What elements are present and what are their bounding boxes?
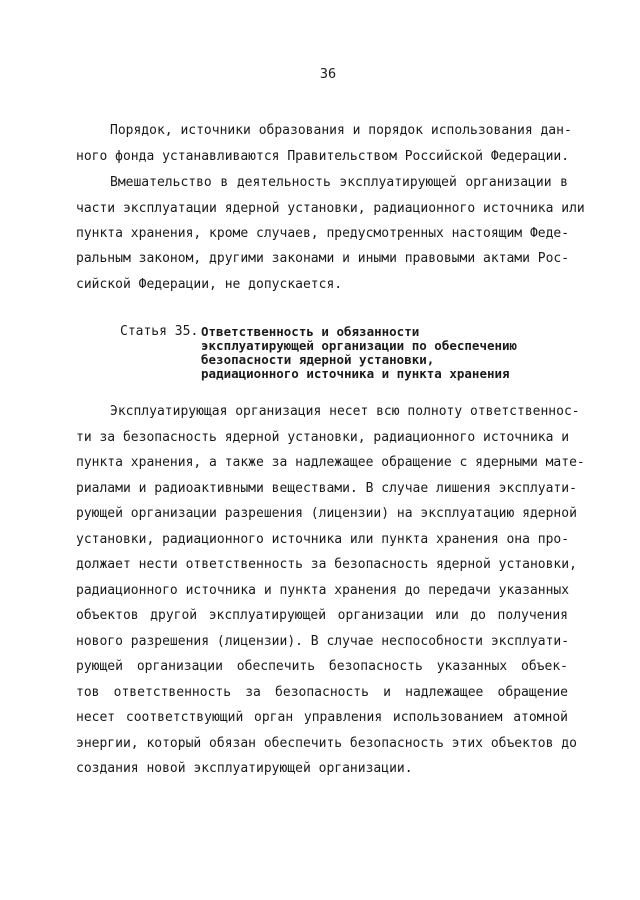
paragraph-3-line-9: объектов другой эксплуатирующей организации или до получения — [76, 608, 568, 623]
article-number: Статья 35. — [120, 324, 199, 339]
paragraph-3-line-12: тов ответственность за безопасность и надлежащее обращение — [76, 685, 568, 700]
paragraph-2-line-4: ральным законом, другими законами и иными правовыми актами Рос- — [76, 251, 570, 266]
paragraph-3-line-6: установки, радиационного источника или пункта хранения она про- — [76, 532, 570, 547]
paragraph-3-line-11: рующей организации обеспечить безопасность указанных объек- — [76, 659, 568, 674]
paragraph-1-line-2: ного фонда устанавливаются Правительством Российской Федерации. — [76, 149, 570, 164]
paragraph-3-line-13: несет соответствующий орган управления использованием атомной — [76, 710, 568, 725]
paragraph-2-line-1: Вмешательство в деятельность эксплуатирующей организации в — [110, 175, 568, 190]
article-title-line-4: радиационного источника и пункта хранения — [201, 366, 510, 381]
paragraph-3-line-8: радиационного источника и пункта хранения до передачи указанных — [76, 583, 570, 598]
paragraph-3-line-14: энергии, который обязан обеспечить безопасность этих объектов до — [76, 736, 577, 751]
paragraph-3-line-15: создания новой эксплуатирующей организации. — [76, 761, 413, 776]
article-title-line-1: Ответственность и обязанности — [201, 324, 420, 339]
paragraph-3-line-1: Эксплуатирующая организация несет всю полноту ответственнос- — [110, 404, 580, 419]
paragraph-2-line-5: сийской Федерации, не допускается. — [76, 277, 343, 292]
page-number: 36 — [319, 66, 337, 82]
paragraph-3-line-2: ти за безопасность ядерной установки, радиационного источника и — [76, 430, 570, 445]
paragraph-1-line-1: Порядок, источники образования и порядок использования дан- — [110, 123, 572, 138]
paragraph-3-line-4: риалами и радиоактивными веществами. В случае лишения эксплуати- — [76, 481, 577, 496]
article-title-line-2: эксплуатирующей организации по обеспечению — [201, 338, 518, 353]
paragraph-3-line-5: рующей организации разрешения (лицензии) на эксплуатацию ядерной — [76, 506, 577, 521]
paragraph-2-line-2: части эксплуатации ядерной установки, радиационного источника или — [76, 201, 585, 216]
paragraph-3-line-7: должает нести ответственность за безопасность ядерной установки, — [76, 557, 577, 572]
article-title-line-3: безопасности ядерной установки, — [201, 352, 435, 367]
paragraph-3-line-10: нового разрешения (лицензии). В случае неспособности эксплуати- — [76, 634, 570, 649]
paragraph-3-line-3: пункта хранения, а также за надлежащее обращение с ядерными мате- — [76, 455, 585, 470]
paragraph-2-line-3: пункта хранения, кроме случаев, предусмотренных настоящим Феде- — [76, 226, 570, 241]
